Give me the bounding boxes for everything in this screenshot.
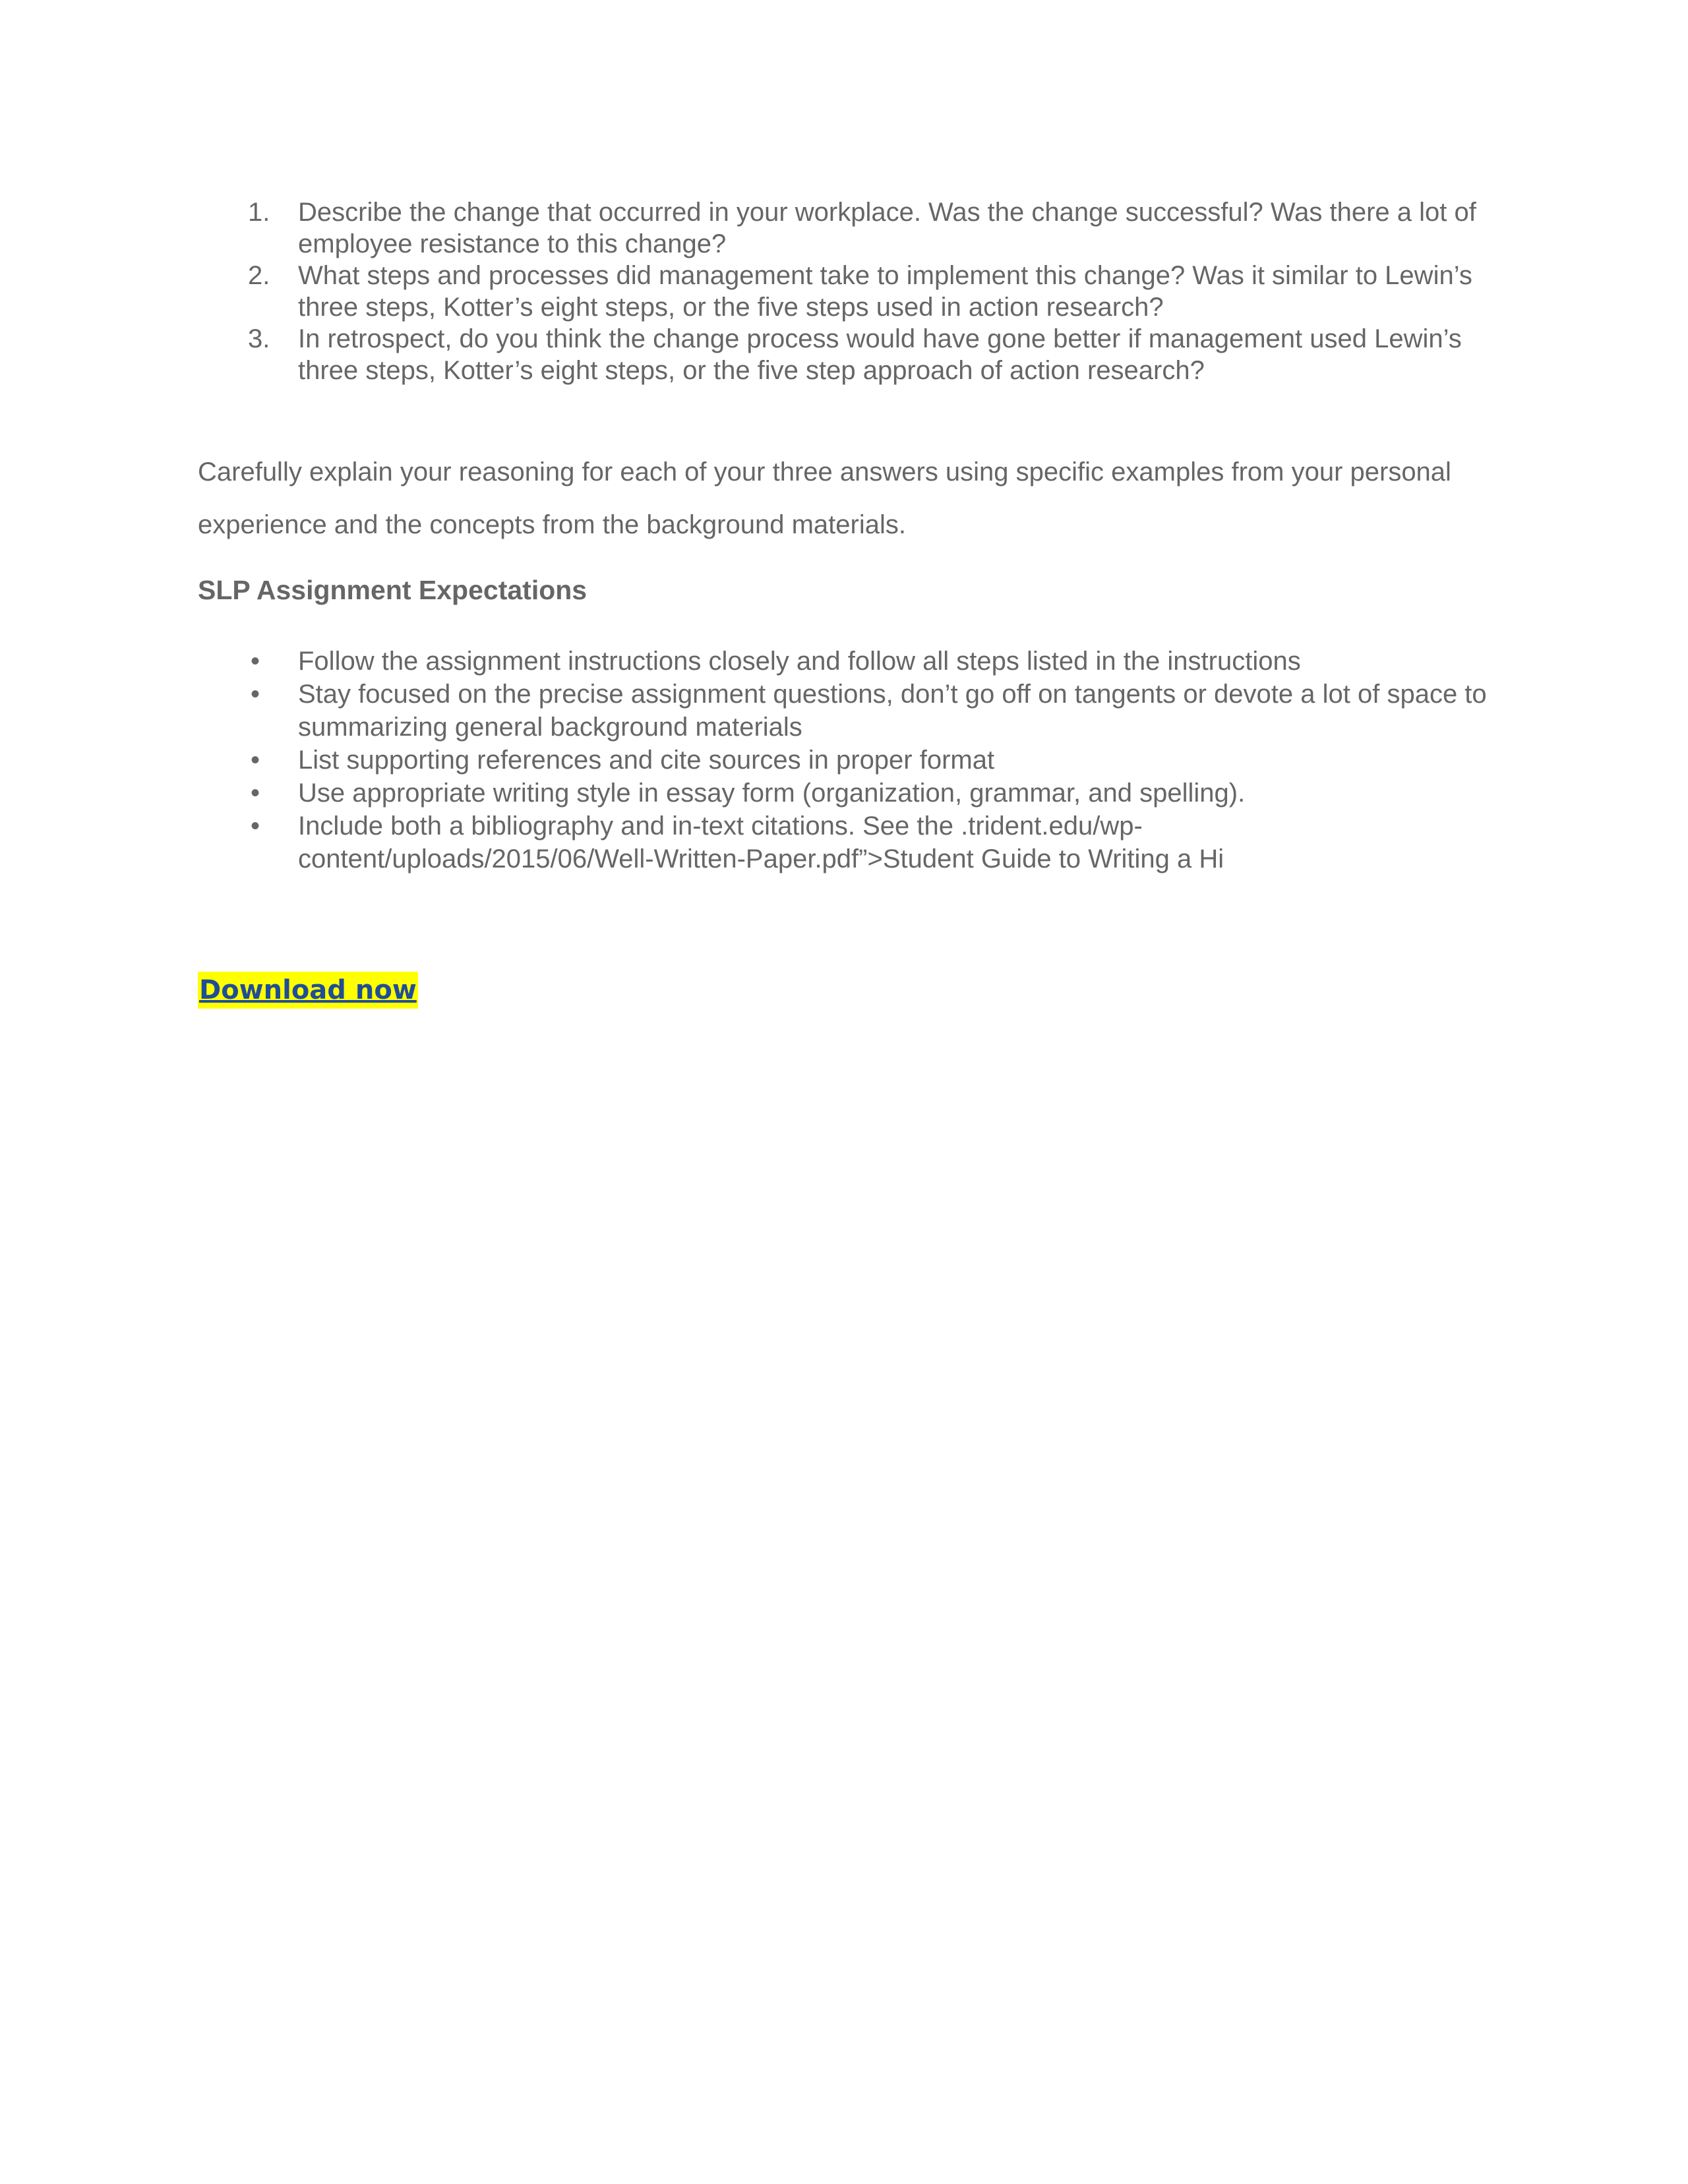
expectation-item: [198, 777, 1490, 810]
bullet-icon: •: [251, 779, 260, 808]
question-item: [198, 196, 1490, 260]
bullet-icon: •: [251, 680, 260, 709]
expectation-text: List supporting references and cite sources in proper format: [298, 746, 995, 775]
expectation-text: Use appropriate writing style in essay form (organization, grammar, and spelling).: [298, 779, 1246, 808]
question-text: Describe the change that occurred in your workplace. Was the change successful? Was there a lot of employee resistance to this change?: [298, 198, 1476, 258]
expectation-item: [198, 744, 1490, 777]
bullet-icon: •: [251, 647, 260, 676]
question-number: 3.: [248, 324, 270, 353]
expectation-text: Follow the assignment instructions closely and follow all steps listed in the instructions: [298, 647, 1301, 676]
expectation-item: [198, 678, 1490, 744]
expectation-item: [198, 810, 1490, 875]
reasoning-paragraph: Carefully explain your reasoning for each of your three answers using specific examples from your personal experience and the concepts from the background materials.: [198, 457, 1451, 539]
question-list: [198, 196, 1490, 386]
download-now-link[interactable]: Download now: [198, 972, 418, 1009]
section-heading: SLP Assignment Expectations: [198, 575, 588, 605]
expectation-text: Stay focused on the precise assignment questions, don’t go off on tangents or devote a lot of space to summarizing general background materials: [298, 680, 1487, 742]
question-text: In retrospect, do you think the change process would have gone better if management used Lewin’s three steps, Kotter’s eight steps, or the five step approach of action research?: [298, 324, 1462, 385]
bullet-icon: •: [251, 812, 260, 841]
expectation-text: Include both a bibliography and in-text citations. See the .trident.edu/wp-content/uploads/2015/06/Well-Written-Paper.pdf”>Student Guide to Writing a Hi: [298, 812, 1224, 873]
question-text: What steps and processes did management take to implement this change? Was it similar to Lewin’s three steps, Kotter’s eight steps, or the five steps used in action research?: [298, 261, 1472, 322]
expectation-list: [198, 645, 1490, 875]
question-number: 1.: [248, 198, 270, 227]
question-item: [198, 260, 1490, 323]
bullet-icon: •: [251, 746, 260, 775]
question-item: [198, 323, 1490, 386]
expectation-item: [198, 645, 1490, 678]
question-number: 2.: [248, 261, 270, 290]
